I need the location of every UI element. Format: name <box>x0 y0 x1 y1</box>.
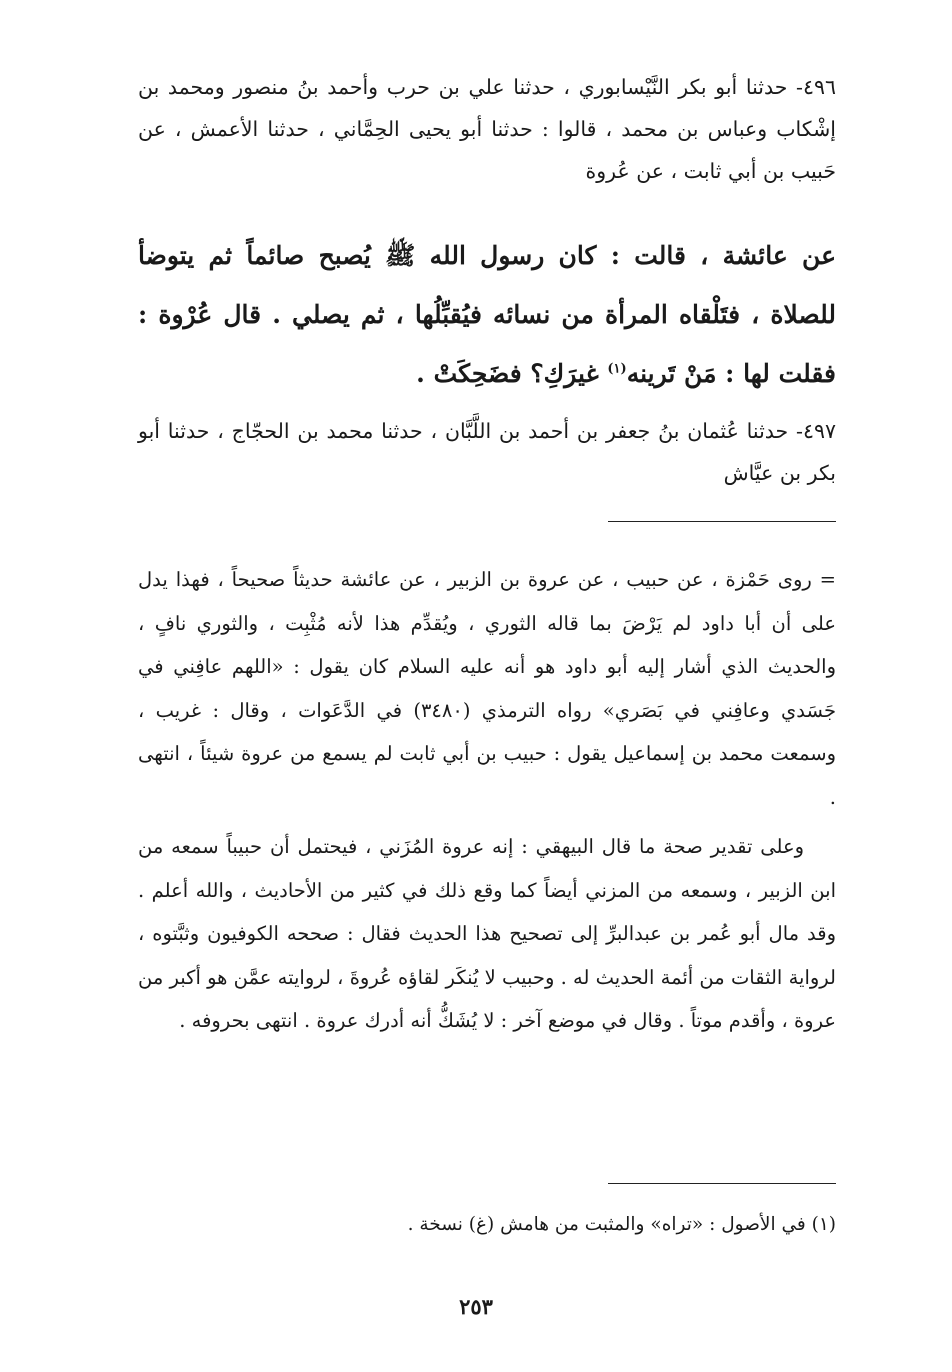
matn-text-before-ref: عن عائشة ، قالت : كان رسول الله ﷺ يُصبح صائماً ثم يتوضأ للصلاة ، فتَلْقاه المرأة من نسائه فيُقبِّلُها ، ثم يصلي . قال عُرْوة : فقلت لها : مَنْ تَرينه <box>138 241 836 388</box>
page-number: ٢٥٣ <box>459 1294 493 1319</box>
commentary-paragraph-1: = روى حَمْزة ، عن حبيب ، عن عروة بن الزبير ، عن عائشة حديثاً صحيحاً ، فهذا يدل على أن أبا داود لم يَرْضَ بما قاله الثوري ، ويُقدِّم هذا لأنه مُثْبِت ، والثوري نافٍ ، والحديث الذي أشار إليه أبو داود هو أنه عليه السلام كان يقول : «اللهم عافِني في جَسَدي وعافِني في بَصَري» رواه الترمذي (٣٤٨٠) في الدَّعَوات ، وقال : غريب ، وسمعت محمد بن إسماعيل يقول : حبيب بن أبي ثابت لم يسمع من عروة شيئاً ، انتهى . <box>138 568 836 809</box>
footnote-divider <box>608 1183 836 1184</box>
commentary-paragraph-2: وعلى تقدير صحة ما قال البيهقي : إنه عروة المُزَني ، فيحتمل أن حبيباً سمعه من ابن الزبير ، وسمعه من المزني أيضاً كما وقع ذلك في كثير من الأحاديث ، والله أعلم . وقد مال أبو عُمر بن عبدالبرِّ إلى تصحيح هذا الحديث فقال : صححه الكوفيون وثبَّتوه ، لرواية الثقات من أئمة الحديث له . وحبيب لا يُنكَر لقاؤه عُروةَ ، لروايته عمَّن هو أكبر من عروة ، وأقدم موتاً . وقال في موضع آخر : لا يُشَكُّ أنه أدرك عروة . انتهى بحروفه . <box>138 835 836 1032</box>
footnote <box>138 1210 836 1240</box>
section-divider <box>608 521 836 522</box>
hadith-496-isnad-text: ٤٩٦- حدثنا أبو بكر النَّيْسابوري ، حدثنا علي بن حرب وأحمد بنُ منصور ومحمد بن إشْكاب وعباس بن محمد ، قالوا : حدثنا أبو يحيى الحِمَّاني ، حدثنا الأعمش ، عن حَبيب بن أبي ثابت ، عن عُروة <box>138 75 836 183</box>
commentary <box>138 558 836 1043</box>
footnote-reference: (١) <box>607 361 627 377</box>
hadith-496-matn-text <box>138 226 836 403</box>
footnote-text: (١) في الأصول : «تراه» والمثبت من هامش (غ) نسخة . <box>407 1214 836 1235</box>
hadith-496-matn <box>138 226 836 403</box>
hadith-497-isnad-text: ٤٩٧- حدثنا عُثمان بنُ جعفر بن أحمد بن اللَّبَّان ، حدثنا محمد بن الحجّاج ، حدثنا أبو بكر بن عيَّاش <box>138 419 836 485</box>
hadith-496-isnad <box>138 66 836 192</box>
matn-text-after-ref: غيرَكِ؟ فضَحِكَتْ . <box>416 359 608 388</box>
hadith-497-isnad <box>138 410 836 494</box>
